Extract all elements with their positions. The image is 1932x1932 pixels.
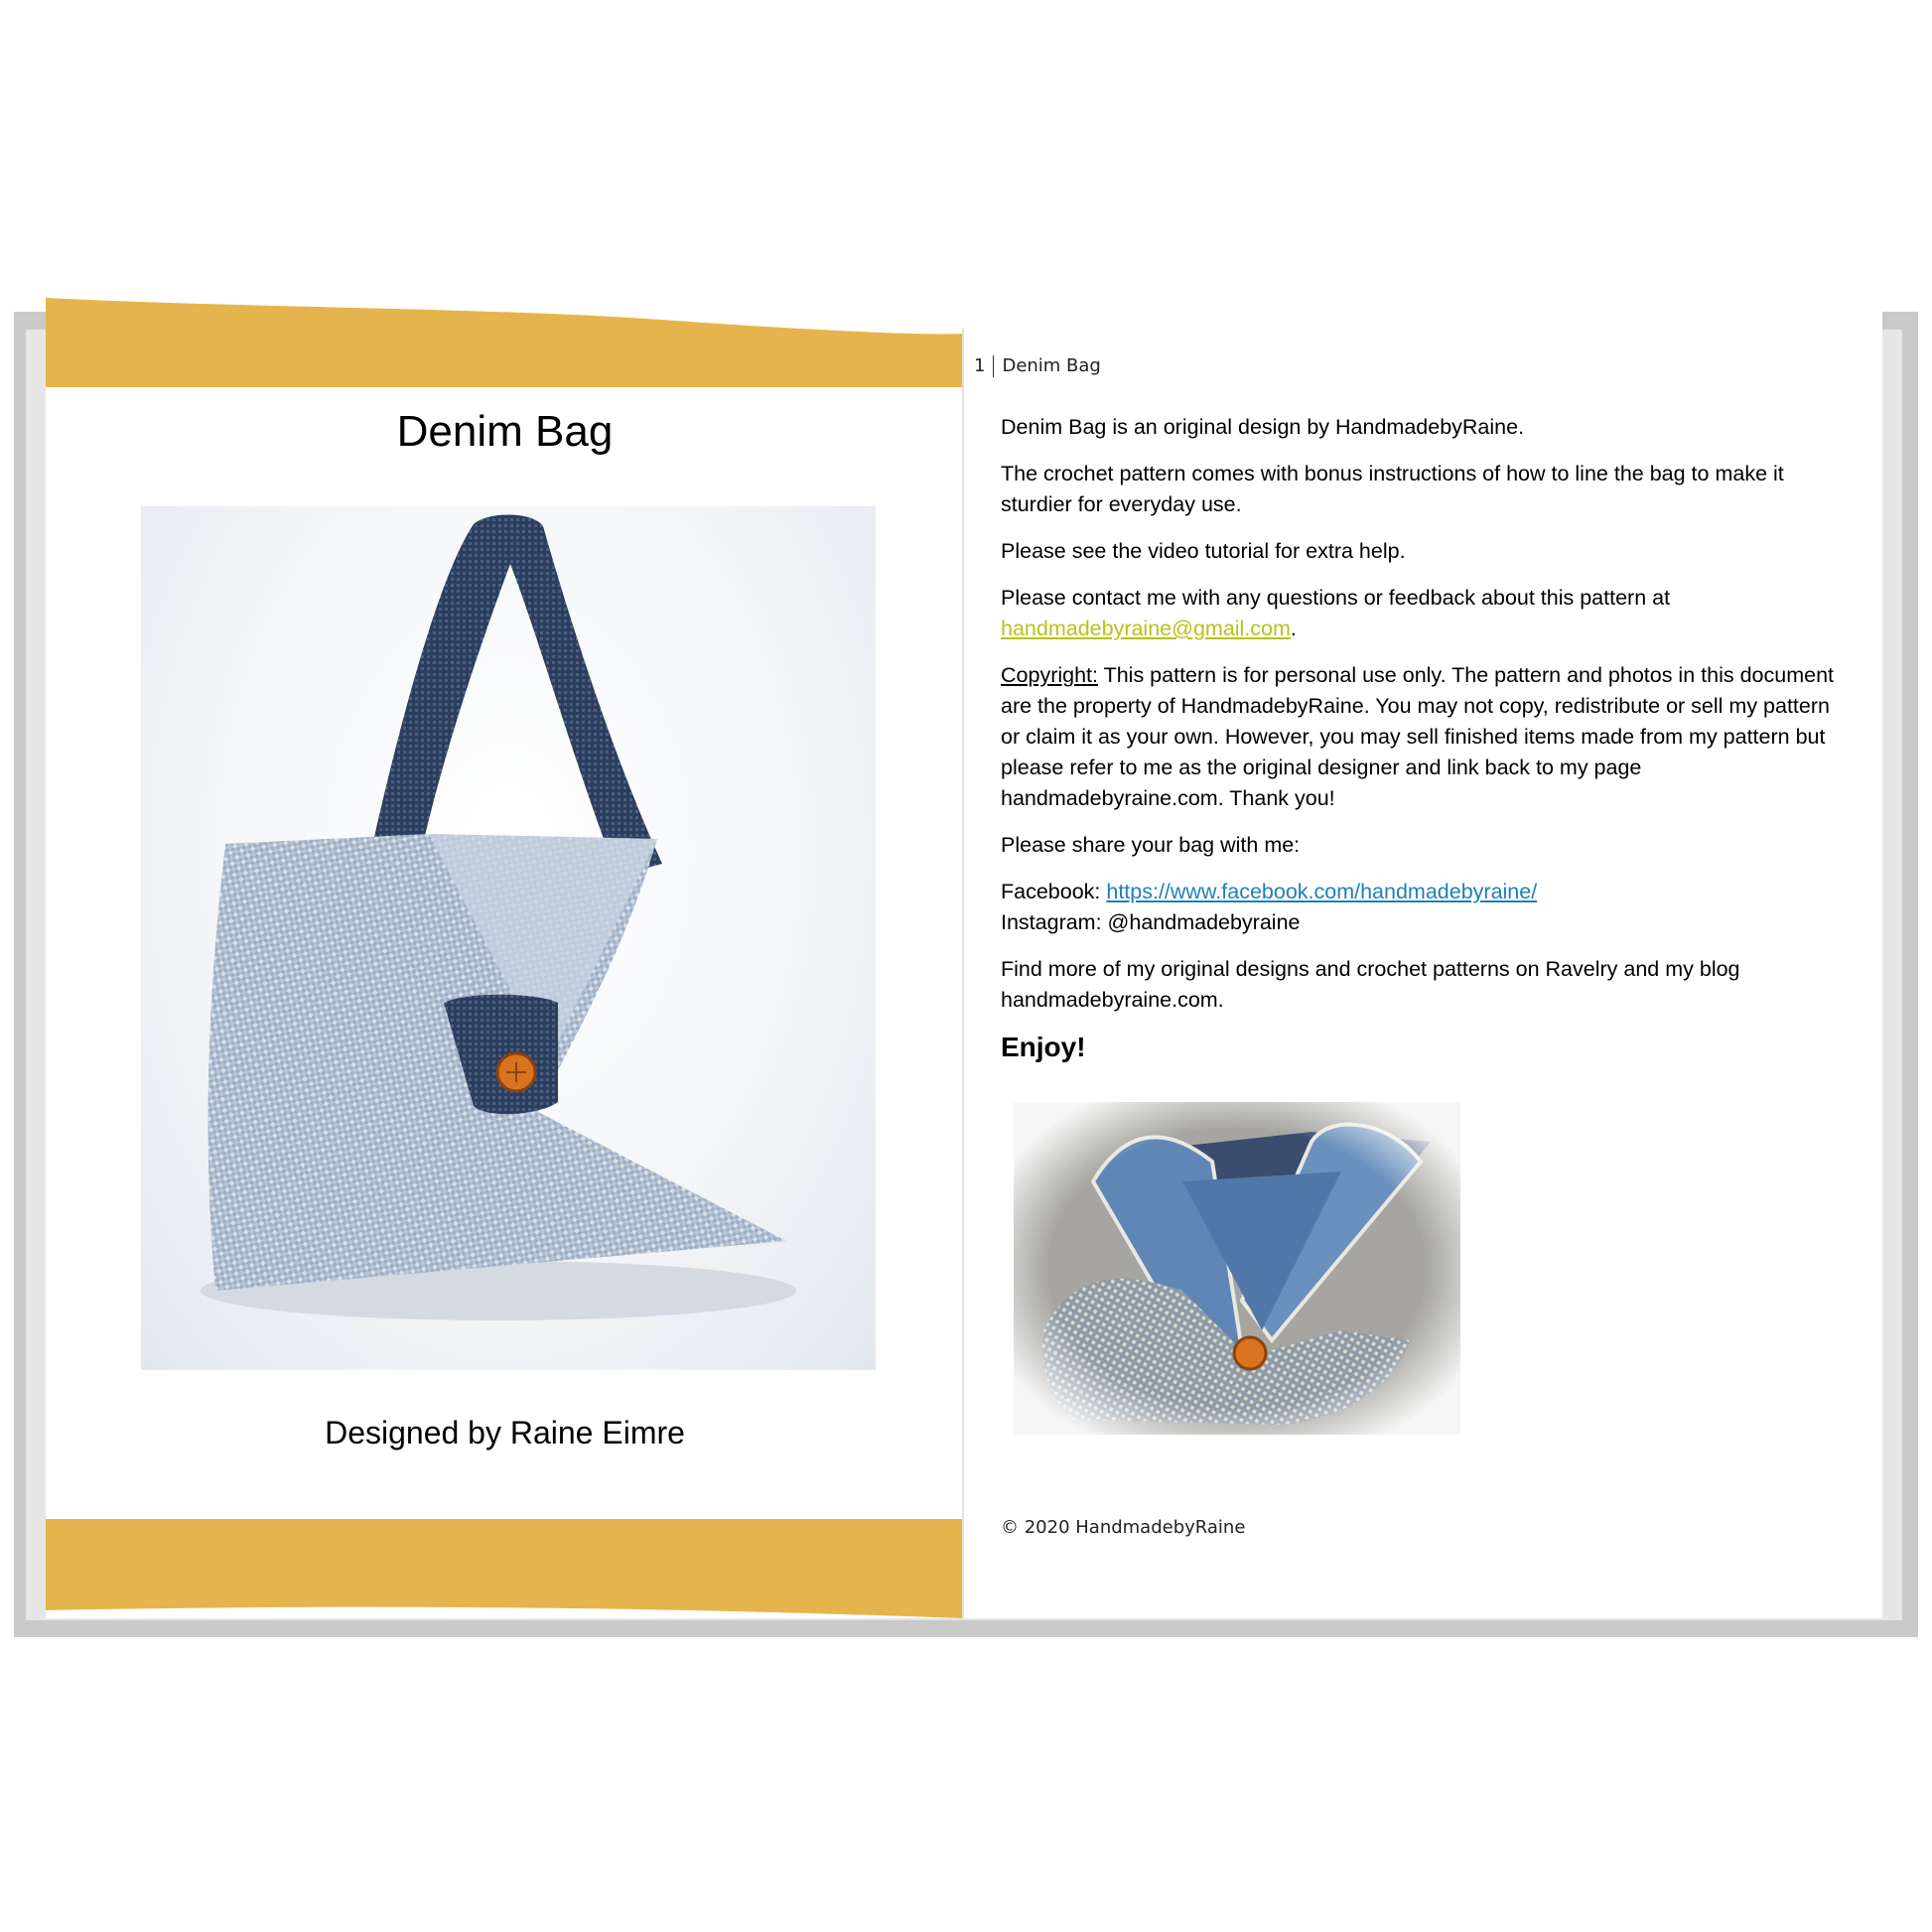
copyright-paragraph xyxy=(1001,660,1845,814)
instagram-handle: Instagram: @handmadebyraine xyxy=(1001,910,1301,934)
pattern-page xyxy=(964,308,1882,1618)
lined-bag-photo xyxy=(1014,1102,1460,1435)
email-period: . xyxy=(1290,617,1297,640)
contact-text: Please contact me with any questions or feedback about this pattern at xyxy=(1001,586,1671,610)
page-number: 1 xyxy=(974,355,986,376)
cover-bag-photo xyxy=(141,506,876,1370)
cover-bottom-band xyxy=(46,1519,964,1618)
facebook-link[interactable]: https://www.facebook.com/handmadebyraine/ xyxy=(1106,880,1538,903)
cover-page xyxy=(46,298,964,1618)
bonus-paragraph: The crochet pattern comes with bonus instructions of how to line the bag to make it sturdier for everyday use. xyxy=(1001,462,1784,516)
email-link[interactable]: handmadebyraine@gmail.com xyxy=(1001,617,1291,640)
header-title: Denim Bag xyxy=(1002,355,1101,376)
page-footer: © 2020 HandmadebyRaine xyxy=(1001,1517,1246,1538)
contact-paragraph xyxy=(1001,583,1845,644)
cover-title: Denim Bag xyxy=(396,407,614,456)
intro-paragraph: Denim Bag is an original design by HandmadebyRaine. xyxy=(1001,415,1525,439)
page-corner-fold xyxy=(964,310,1222,340)
facebook-label: Facebook: xyxy=(1001,880,1107,903)
cover-top-band xyxy=(46,298,964,387)
page-content xyxy=(1001,412,1845,1062)
enjoy-heading: Enjoy! xyxy=(1001,1032,1086,1062)
designer-credit: Designed by Raine Eimre xyxy=(325,1415,685,1450)
header-separator xyxy=(993,355,994,377)
social-paragraph xyxy=(1001,877,1845,938)
copyright-text: This pattern is for personal use only. The pattern and photos in this document are the property of HandmadebyRaine. You may not copy, redistribute or sell my pattern or claim it as your own. However, you may sell finished items made from my pattern but please refer to me as the original designer and link back to my page handmadebyraine.com. Thank you! xyxy=(1001,663,1834,810)
share-paragraph: Please share your bag with me: xyxy=(1001,833,1301,857)
video-paragraph: Please see the video tutorial for extra help. xyxy=(1001,539,1406,563)
page-header xyxy=(974,355,1101,377)
find-more-paragraph: Find more of my original designs and crochet patterns on Ravelry and my blog handmadebyraine.com. xyxy=(1001,957,1740,1012)
copyright-label: Copyright: xyxy=(1001,663,1098,687)
